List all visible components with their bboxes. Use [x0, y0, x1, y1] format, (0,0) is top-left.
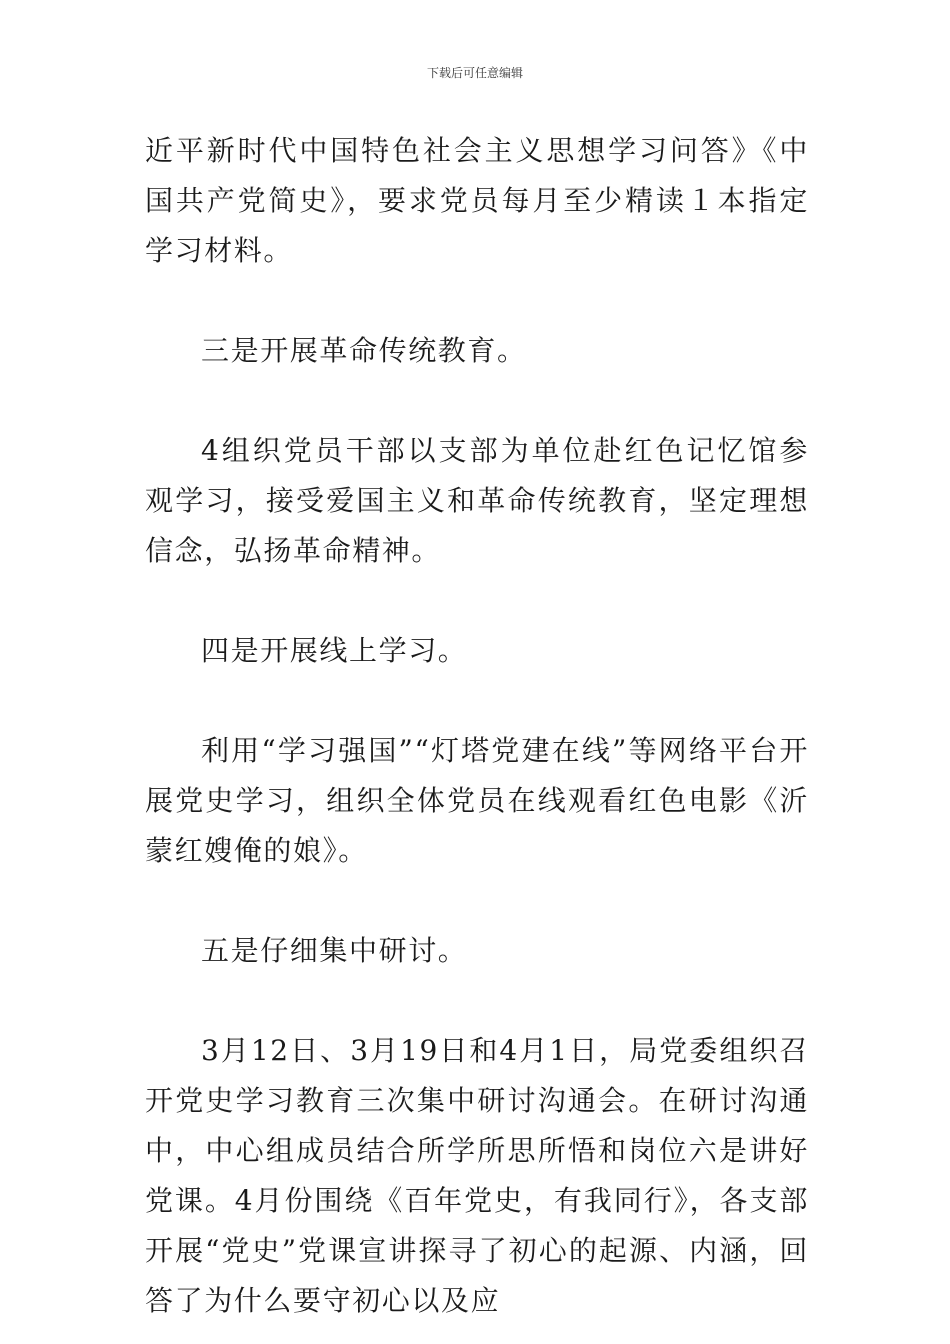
- paragraph-seminar-details: 3月12日、3月19日和4月1日，局党委组织召开党史学习教育三次集中研讨沟通会。在研讨沟通中，中心组成员结合所学所思所悟和岗位六是讲好党课。4月份围绕《百年党史，有我同行》，各支部开展“党史”党课宣讲探寻了初心的起源、内涵，回答了为什么要守初心以及应: [145, 1034, 809, 1317]
- paragraph-continuation: 近平新时代中国特色社会主义思想学习问答》《中国共产党简史》，要求党员每月至少精读１本指定学习材料。: [145, 134, 809, 267]
- paragraph-online-platforms: 利用“学习强国”“灯塔党建在线”等网络平台开展党史学习，组织全体党员在线观看红色电影《沂蒙红嫂俺的娘》。: [145, 734, 809, 867]
- paragraph-memorial-visit: 4组织党员干部以支部为单位赴红色记忆馆参观学习，接受爱国主义和革命传统教育，坚定理想信念，弘扬革命精神。: [145, 434, 809, 567]
- document-body: [145, 126, 809, 1326]
- section-heading-revolutionary-education: 三是开展革命传统教育。: [201, 334, 527, 367]
- header-note: 下载后可任意编辑: [426, 66, 523, 80]
- section-heading-seminar: 五是仔细集中研讨。: [201, 934, 468, 967]
- section-heading-online-study: 四是开展线上学习。: [201, 634, 468, 667]
